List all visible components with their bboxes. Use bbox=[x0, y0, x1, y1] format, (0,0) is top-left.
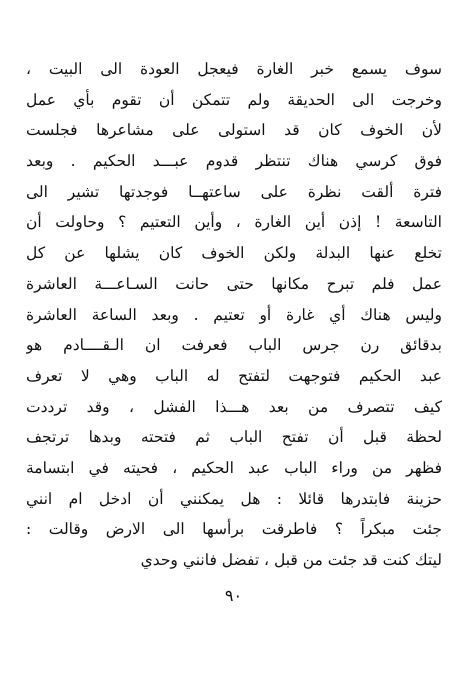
text-line-7: تخلع عنها البدلة ولكن الخوف كان يشلها عن كل bbox=[26, 244, 442, 263]
text-line-15: حزينة فابتدرها قائلا : هل يمكنني أن ادخل ام انني bbox=[26, 489, 442, 508]
text-line-4: فوق كرسي هناك تنتظر قدوم عبـــد الحكيم . وبعد bbox=[26, 152, 442, 171]
text-line-14: فظهر من وراء الباب عبد الحكيم ، فحيته في ابتسامة bbox=[26, 458, 442, 477]
text-line-8: عمل فلم تبرح مكانها حتى حانت السـاعـــة العاشرة bbox=[26, 274, 442, 293]
text-line-6: التاسعة ! إذن أين الغارة ، وأين التعتيم ؟ وحاولت أن bbox=[26, 213, 442, 232]
text-line-11: عبد الحكيم فتوجهت لتفتح له الباب وهي لا تعرف bbox=[26, 366, 442, 385]
text-line-10: بدقائق رن جرس الباب فعرفت ان الـقــــادم هو bbox=[26, 336, 442, 355]
text-line-17: ليتك كنت قد جئت من قبل ، تفضل فانني وحدي bbox=[140, 551, 442, 569]
text-line-1: سوف يسمع خبر الغارة فيعجل العودة الى البيت ، bbox=[26, 60, 442, 78]
page-number: ٩٠ bbox=[224, 586, 243, 605]
text-line-16: جئت مبكراً ؟ فاطرقت برأسها الى الارض وقالت : bbox=[26, 520, 442, 539]
text-line-13: لحظة قبل أن تفتح الباب ثم فتحته وبدها ترتجف bbox=[26, 428, 442, 447]
text-line-2: وخرجت الى الحديقة ولم تتمكن أن تقوم بأي عمل bbox=[26, 90, 442, 109]
body-text bbox=[26, 54, 442, 576]
text-line-3: لأن الخوف كان قد استولى على مشاعرها فجلست bbox=[26, 121, 442, 140]
text-line-12: كيف تتصرف من بعد هـــذا الفشل ، وقد ترددت bbox=[26, 397, 442, 416]
text-line-9: وليس هناك أي غارة أو تعتيم . وبعد الساعة العاشرة bbox=[26, 305, 442, 324]
text-line-5: فترة ألقت نظرة على ساعتهــا فوجدتها تشير الى bbox=[26, 182, 442, 201]
